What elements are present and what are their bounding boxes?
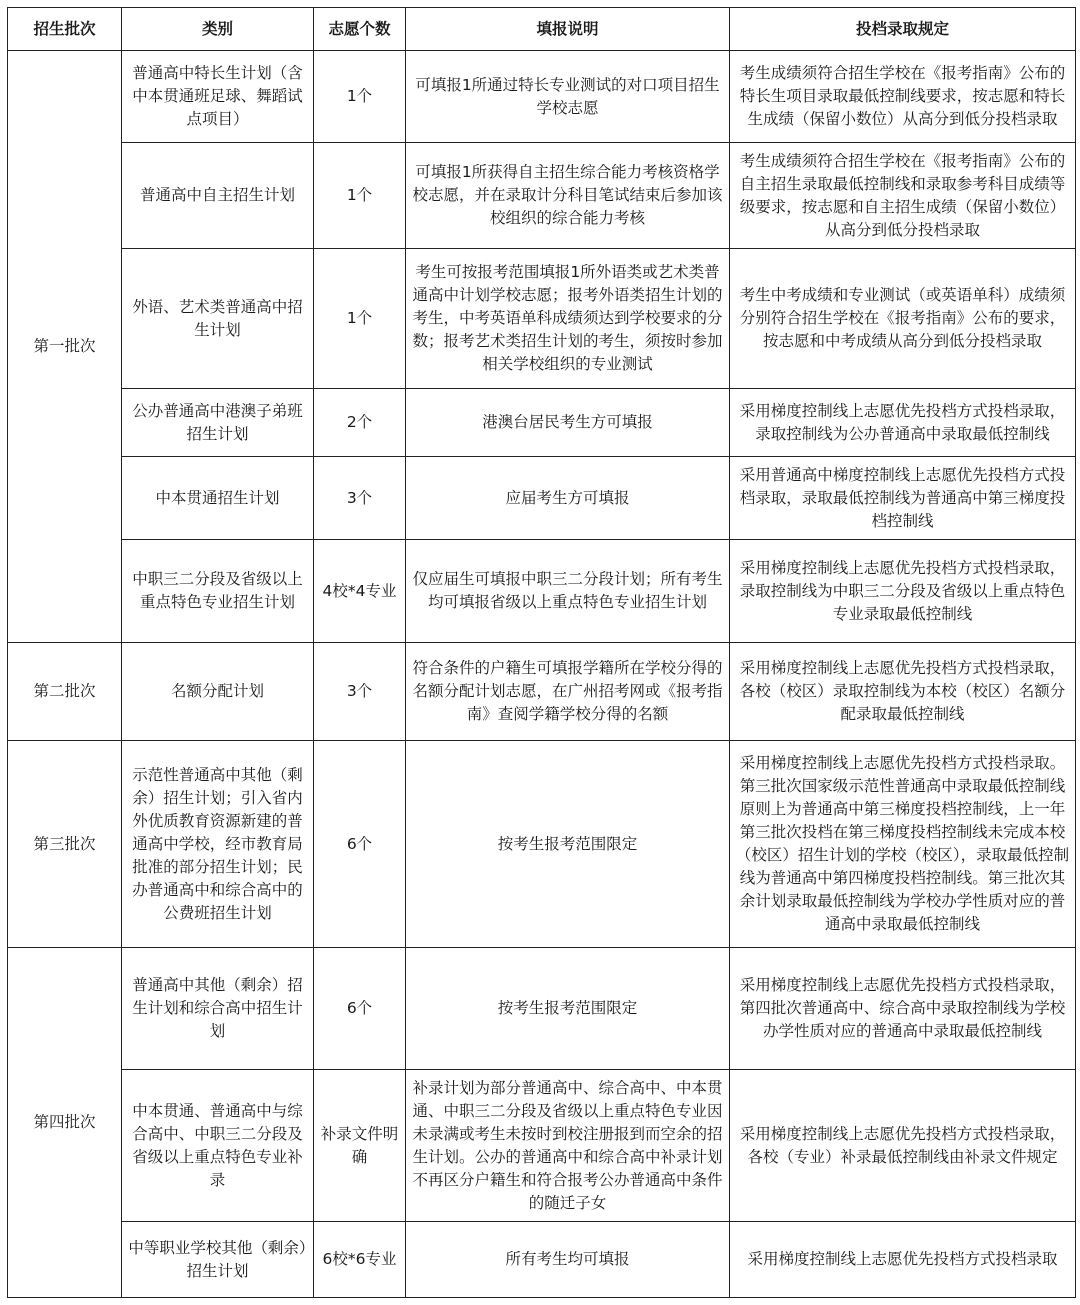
- table-row: [8, 51, 1076, 143]
- table-row: [8, 143, 1076, 249]
- category-cell: 中职三二分段及省级以上重点特色专业招生计划: [122, 540, 314, 643]
- header-rules: 投档录取规定: [730, 8, 1076, 51]
- count-cell: 6校*6专业: [314, 1222, 406, 1298]
- category-cell: 公办普通高中港澳子弟班招生计划: [122, 389, 314, 457]
- instructions-cell: 可填报1所通过特长专业测试的对口项目招生学校志愿: [406, 51, 730, 143]
- table-row: [8, 1070, 1076, 1222]
- instructions-cell: 按考生报考范围限定: [406, 741, 730, 948]
- rules-cell: 考生中考成绩和专业测试（或英语单科）成绩须分别符合招生学校在《报考指南》公布的要求，按志愿和中考成绩从高分到低分投档录取: [730, 249, 1076, 389]
- table-row: [8, 457, 1076, 540]
- instructions-cell: 所有考生均可填报: [406, 1222, 730, 1298]
- instructions-cell: 可填报1所获得自主招生综合能力考核资格学校志愿，并在录取计分科目笔试结束后参加该校组织的综合能力考核: [406, 143, 730, 249]
- instructions-cell: 仅应届生可填报中职三二分段计划；所有考生均可填报省级以上重点特色专业招生计划: [406, 540, 730, 643]
- category-cell: 中本贯通、普通高中与综合高中、中职三二分段及省级以上重点特色专业补录: [122, 1070, 314, 1222]
- category-cell: 名额分配计划: [122, 643, 314, 741]
- batch-cell: 第一批次: [8, 51, 122, 643]
- header-category: 类别: [122, 8, 314, 51]
- rules-cell: 采用梯度控制线上志愿优先投档方式投档录取，各校（校区）录取控制线为本校（校区）名额分配录取最低控制线: [730, 643, 1076, 741]
- instructions-cell: 符合条件的户籍生可填报学籍所在学校分得的名额分配计划志愿，在广州招考网或《报考指南》查阅学籍学校分得的名额: [406, 643, 730, 741]
- rules-cell: 采用梯度控制线上志愿优先投档方式投档录取，录取控制线为公办普通高中录取最低控制线: [730, 389, 1076, 457]
- rules-cell: 考生成绩须符合招生学校在《报考指南》公布的特长生项目录取最低控制线要求，按志愿和特长生成绩（保留小数位）从高分到低分投档录取: [730, 51, 1076, 143]
- rules-cell: 采用普通高中梯度控制线上志愿优先投档方式投档录取，录取最低控制线为普通高中第三梯度投档控制线: [730, 457, 1076, 540]
- header-batch: 招生批次: [8, 8, 122, 51]
- table-row: [8, 540, 1076, 643]
- table-row: [8, 643, 1076, 741]
- category-cell: 中本贯通招生计划: [122, 457, 314, 540]
- category-cell: 中等职业学校其他（剩余）招生计划: [122, 1222, 314, 1298]
- instructions-cell: 应届考生方可填报: [406, 457, 730, 540]
- rules-cell: 考生成绩须符合招生学校在《报考指南》公布的自主招生录取最低控制线和录取参考科目成绩等级要求，按志愿和自主招生成绩（保留小数位）从高分到低分投档录取: [730, 143, 1076, 249]
- count-cell: 3个: [314, 643, 406, 741]
- table-row: [8, 389, 1076, 457]
- batch-cell: 第二批次: [8, 643, 122, 741]
- table-row: [8, 948, 1076, 1070]
- table-row: [8, 249, 1076, 389]
- header-count: 志愿个数: [314, 8, 406, 51]
- count-cell: 4校*4专业: [314, 540, 406, 643]
- batch-cell: 第四批次: [8, 948, 122, 1298]
- count-cell: 6个: [314, 948, 406, 1070]
- count-cell: 2个: [314, 389, 406, 457]
- batch-cell: 第三批次: [8, 741, 122, 948]
- rules-cell: 采用梯度控制线上志愿优先投档方式投档录取: [730, 1222, 1076, 1298]
- rules-cell: 采用梯度控制线上志愿优先投档方式投档录取，各校（专业）补录最低控制线由补录文件规定: [730, 1070, 1076, 1222]
- category-cell: 普通高中特长生计划（含中本贯通班足球、舞蹈试点项目）: [122, 51, 314, 143]
- instructions-cell: 补录计划为部分普通高中、综合高中、中本贯通、中职三二分段及省级以上重点特色专业因未录满或考生未按时到校注册报到而空余的招生计划。公办的普通高中和综合高中补录计划不再区分户籍生和符合报考公办普通高中条件的随迁子女: [406, 1070, 730, 1222]
- count-cell: 1个: [314, 249, 406, 389]
- category-cell: 普通高中其他（剩余）招生计划和综合高中招生计划: [122, 948, 314, 1070]
- instructions-cell: 按考生报考范围限定: [406, 948, 730, 1070]
- category-cell: 普通高中自主招生计划: [122, 143, 314, 249]
- count-cell: 1个: [314, 143, 406, 249]
- rules-cell: 采用梯度控制线上志愿优先投档方式投档录取，录取控制线为中职三二分段及省级以上重点特色专业录取最低控制线: [730, 540, 1076, 643]
- admission-table: [7, 7, 1076, 1298]
- count-cell: 6个: [314, 741, 406, 948]
- count-cell: 3个: [314, 457, 406, 540]
- count-cell: 1个: [314, 51, 406, 143]
- header-row: [8, 8, 1076, 51]
- instructions-cell: 港澳台居民考生方可填报: [406, 389, 730, 457]
- rules-cell: 采用梯度控制线上志愿优先投档方式投档录取。第三批次国家级示范性普通高中录取最低控制线原则上为普通高中第三梯度投档控制线，上一年第三批次投档在第三梯度投档控制线未完成本校（校区）招生计划的学校（校区），录取最低控制线为普通高中第四梯度投档控制线。第三批次其余计划录取最低控制线为学校办学性质对应的普通高中录取最低控制线: [730, 741, 1076, 948]
- category-cell: 外语、艺术类普通高中招生计划: [122, 249, 314, 389]
- table-row: [8, 1222, 1076, 1298]
- count-cell: 补录文件明确: [314, 1070, 406, 1222]
- rules-cell: 采用梯度控制线上志愿优先投档方式投档录取，第四批次普通高中、综合高中录取控制线为学校办学性质对应的普通高中录取最低控制线: [730, 948, 1076, 1070]
- instructions-cell: 考生可按报考范围填报1所外语类或艺术类普通高中计划学校志愿；报考外语类招生计划的考生，中考英语单科成绩须达到学校要求的分数；报考艺术类招生计划的考生，须按时参加相关学校组织的专业测试: [406, 249, 730, 389]
- table-row: [8, 741, 1076, 948]
- header-instructions: 填报说明: [406, 8, 730, 51]
- category-cell: 示范性普通高中其他（剩余）招生计划；引入省内外优质教育资源新建的普通高中学校，经市教育局批准的部分招生计划；民办普通高中和综合高中的公费班招生计划: [122, 741, 314, 948]
